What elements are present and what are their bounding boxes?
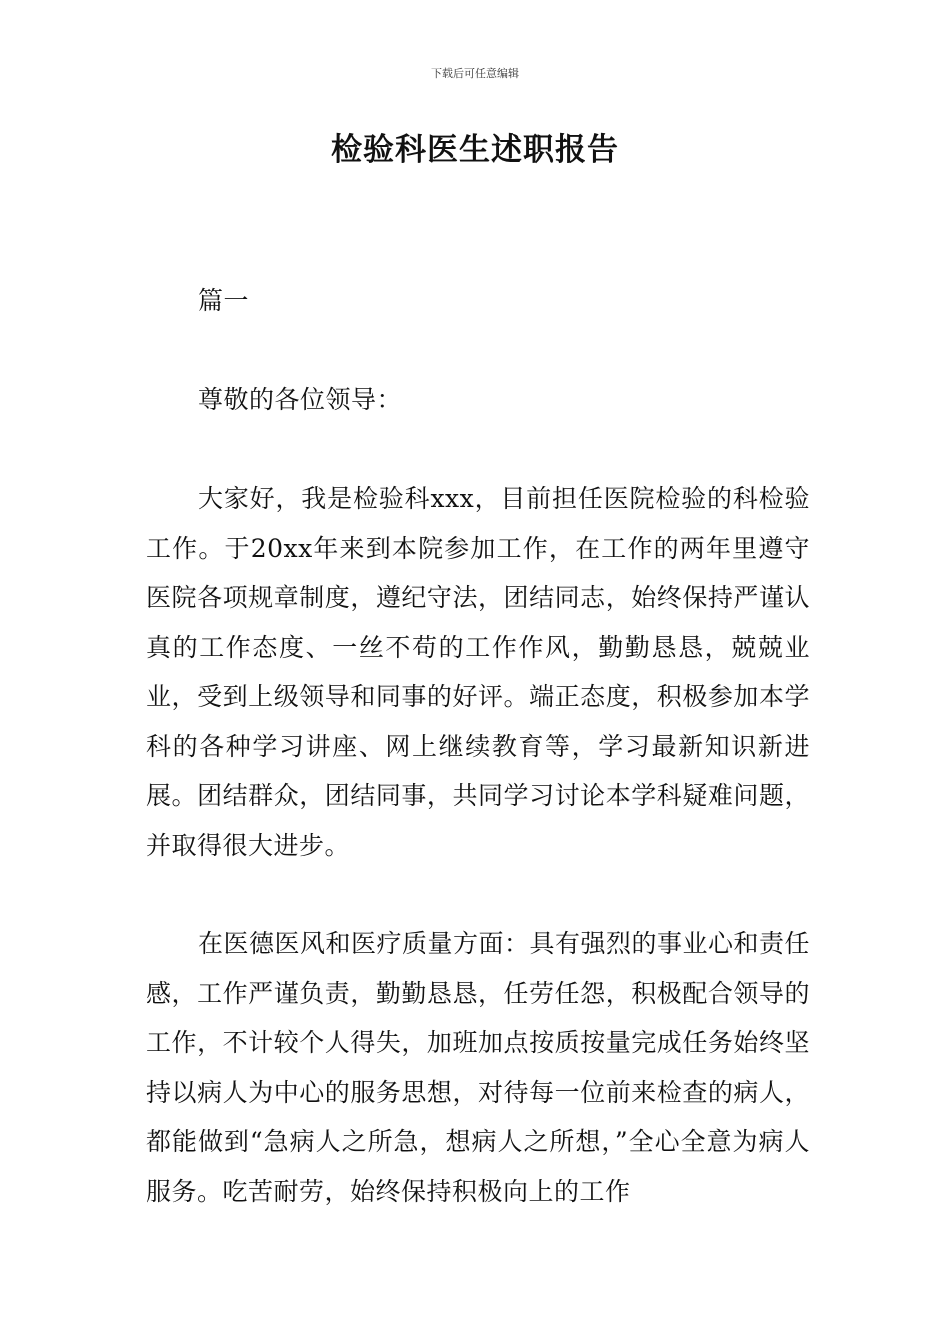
paragraph: 在医德医风和医疗质量方面：具有强烈的事业心和责任感，工作严谨负责，勤勤恳恳，任劳任怨，积极配合领导的工作，不计较个人得失，加班加点按质按量完成任务始终坚持以病人为中心的服务思想，对待每一位前来检查的病人，都能做到“急病人之所急，想病人之所想，”全心全意为病人服务。吃苦耐劳，始终保持积极向上的工作 <box>146 929 811 1206</box>
header-note: 下载后可任意编辑 <box>431 67 519 80</box>
salutation: 尊敬的各位领导： <box>198 385 403 414</box>
paragraph: 大家好，我是检验科xxx，目前担任医院检验的科检验工作。于20xx年来到本院参加工作，在工作的两年里遵守医院各项规章制度，遵纪守法，团结同志，始终保持严谨认真的工作态度、一丝不苟的工作作风，勤勤恳恳，兢兢业业，受到上级领导和同事的好评。端正态度，积极参加本学科的各种学习讲座、网上继续教育等，学习最新知识新进展。团结群众，团结同事，共同学习讨论本学科疑难问题，并取得很大进步。 <box>146 484 810 860</box>
section-label: 篇一 <box>198 286 250 315</box>
document-title: 检验科医生述职报告 <box>331 132 619 168</box>
